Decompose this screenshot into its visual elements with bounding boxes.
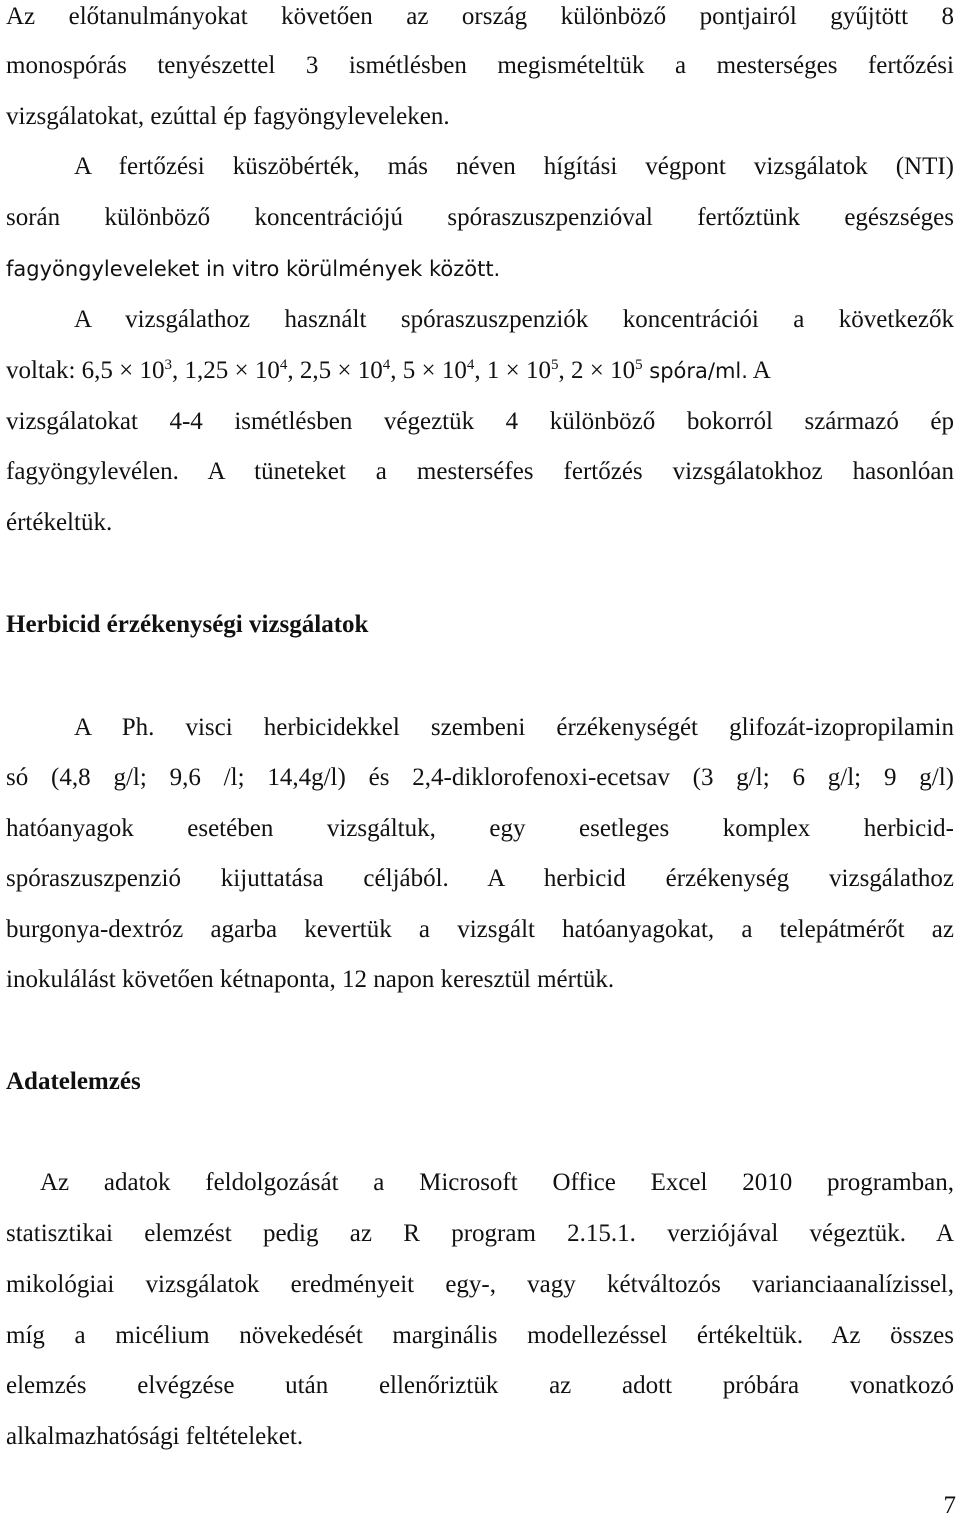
- paragraph-1-line-1: Az előtanulmányokat követően az ország különböző pontjairól gyűjtött 8: [6, 3, 954, 30]
- paragraph-5-line-5: elemzés elvégzése után ellenőriztük az adott próbára vonatkozó: [6, 1372, 954, 1399]
- concentration-prefix: voltak: 6,5 × 10: [6, 357, 165, 384]
- section-heading-herbicid: Herbicid érzékenységi vizsgálatok: [6, 611, 369, 638]
- concentration-unit: spóra/ml.: [642, 359, 748, 383]
- paragraph-3-line-3: vizsgálatokat 4-4 ismétlésben végeztük 4 különböző bokorról származó ép: [6, 408, 954, 435]
- paragraph-1-line-3: vizsgálatokat, ezúttal ép fagyöngyleveleken.: [6, 103, 450, 130]
- exponent: 5: [635, 357, 643, 373]
- section-heading-adatelemzes: Adatelemzés: [6, 1068, 141, 1095]
- paragraph-5-line-1: Az adatok feldolgozását a Microsoft Office Excel 2010 programban,: [40, 1169, 954, 1196]
- exponent: 4: [382, 357, 391, 373]
- paragraph-4-line-2: só (4,8 g/l; 9,6 /l; 14,4g/l) és 2,4-diklorofenoxi-ecetsav (3 g/l; 6 g/l; 9 g/l): [6, 764, 954, 791]
- exponent: 3: [164, 357, 173, 373]
- paragraph-5-line-3: mikológiai vizsgálatok eredményeit egy-, vagy kétváltozós varianciaanalízissel,: [6, 1271, 954, 1298]
- exponent: 4: [466, 357, 475, 373]
- paragraph-4-line-5: burgonya-dextróz agarba kevertük a vizsgált hatóanyagokat, a telepátmérőt az: [6, 916, 954, 943]
- paragraph-1-line-2: monospórás tenyészettel 3 ismétlésben megismételtük a mesterséges fertőzési: [6, 52, 954, 79]
- page-number: 7: [943, 1492, 956, 1519]
- paragraph-2-line-1: A fertőzési küszöbérték, más néven hígítási végpont vizsgálatok (NTI): [74, 153, 954, 180]
- concentration-item: , 5 × 10: [390, 357, 467, 384]
- concentration-item: , 1 × 10: [474, 357, 551, 384]
- paragraph-5-line-6: alkalmazhatósági feltételeket.: [6, 1423, 304, 1450]
- exponent: 5: [550, 357, 559, 373]
- paragraph-3-line-4: fagyöngylevélen. A tüneteket a mesterséfes fertőzés vizsgálatokhoz hasonlóan: [6, 458, 954, 485]
- paragraph-2-line-2: során különböző koncentrációjú spóraszuszpenzióval fertőztünk egészséges: [6, 204, 954, 231]
- paragraph-3-line-2-tail: A: [747, 357, 771, 384]
- concentration-item: , 1,25 × 10: [172, 357, 280, 384]
- concentration-item: , 2,5 × 10: [287, 357, 383, 384]
- paragraph-5-line-4: míg a micélium növekedését marginális modellezéssel értékeltük. Az összes: [6, 1322, 954, 1349]
- paragraph-4-line-6: inokulálást követően kétnaponta, 12 napon keresztül mértük.: [6, 966, 615, 993]
- paragraph-4-line-4: spóraszuszpenzió kijuttatása céljából. A herbicid érzékenység vizsgálathoz: [6, 865, 954, 892]
- concentration-item: , 2 × 10: [558, 357, 636, 384]
- paragraph-2-line-3: fagyöngyleveleket in vitro körülmények között.: [6, 257, 501, 281]
- exponent: 4: [279, 357, 288, 373]
- paragraph-5-line-2: statisztikai elemzést pedig az R program 2.15.1. verziójával végeztük. A: [6, 1220, 954, 1247]
- paragraph-3-line-2: [6, 354, 954, 388]
- paragraph-4-line-3: hatóanyagok esetében vizsgáltuk, egy esetleges komplex herbicid-: [6, 815, 954, 842]
- paragraph-4-line-1: A Ph. visci herbicidekkel szembeni érzékenységét glifozát-izopropilamin: [74, 714, 954, 741]
- paragraph-3-line-5: értékeltük.: [6, 509, 113, 536]
- paragraph-3-line-1: A vizsgálathoz használt spóraszuszpenziók koncentrációi a következők: [74, 306, 954, 333]
